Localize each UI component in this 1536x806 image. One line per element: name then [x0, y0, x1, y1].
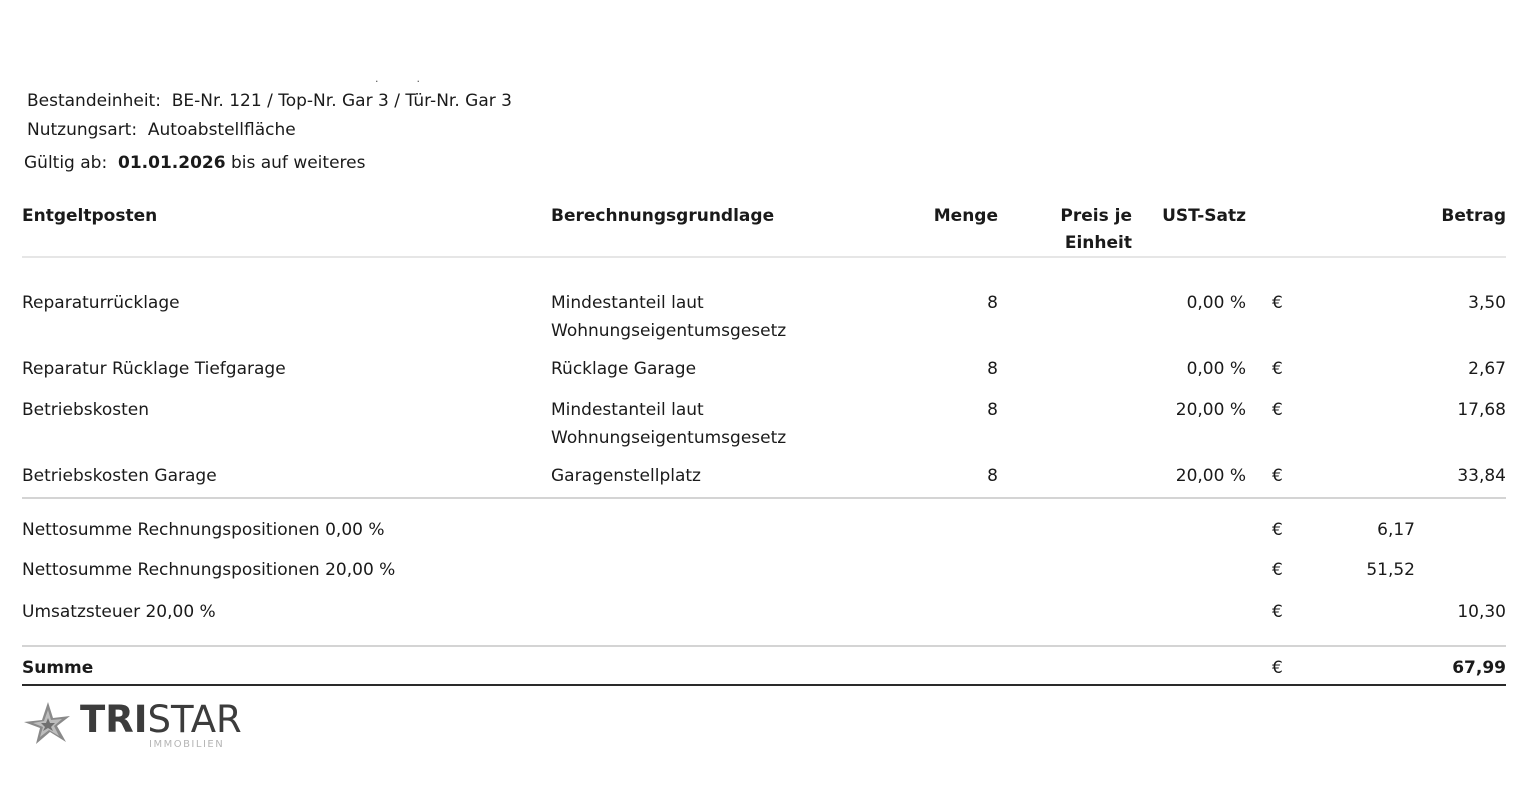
vat-20-label: Umsatzsteuer 20,00 % — [22, 602, 216, 622]
row-basis-line1: Rücklage Garage — [551, 359, 697, 379]
vat-20-value: 10,30 — [1457, 602, 1506, 622]
logo-brand-bold: TRI — [80, 698, 148, 741]
net-20-currency: € — [1272, 560, 1283, 580]
tristar-logo — [22, 698, 252, 758]
row-item: Reparatur Rücklage Tiefgarage — [22, 359, 286, 379]
net-0-currency: € — [1272, 520, 1283, 540]
header-divider — [22, 256, 1506, 258]
row-qty: 8 — [987, 293, 998, 313]
header-vat: UST-Satz — [1162, 206, 1246, 226]
row-currency: € — [1272, 466, 1283, 486]
row-vat: 20,00 % — [1175, 400, 1246, 420]
row-item: Betriebskosten — [22, 400, 150, 420]
total-divider — [22, 684, 1506, 686]
usage-label: Nutzungsart: — [27, 120, 138, 140]
row-currency: € — [1272, 293, 1283, 313]
row-qty: 8 — [987, 359, 998, 379]
row-qty: 8 — [987, 466, 998, 486]
row-currency: € — [1272, 359, 1283, 379]
header-unit-price — [1022, 203, 1132, 257]
row-qty: 8 — [987, 400, 998, 420]
net-0-value: 6,17 — [1377, 520, 1415, 540]
header-qty: Menge — [933, 206, 998, 226]
row-basis-line1: Mindestanteil laut — [551, 400, 704, 420]
net-0-label: Nettosumme Rechnungspositionen 0,00 % — [22, 520, 385, 540]
valid-label: Gültig ab: — [24, 153, 108, 173]
row-amount: 33,84 — [1457, 466, 1506, 486]
row-amount: 2,67 — [1468, 359, 1506, 379]
logo-subtitle: IMMOBILIEN — [149, 739, 225, 750]
header-basis: Berechnungsgrundlage — [551, 206, 775, 226]
truncated-text-remnant: .. — [375, 72, 458, 85]
row-basis — [551, 396, 786, 452]
unit-info — [27, 91, 512, 111]
usage-info — [27, 120, 296, 140]
logo-brand-regular: STAR — [147, 698, 242, 741]
row-basis-line1: Garagenstellplatz — [551, 466, 701, 486]
row-item: Betriebskosten Garage — [22, 466, 217, 486]
header-unit-price-line2: Einheit — [1064, 233, 1132, 253]
rows-divider — [22, 497, 1506, 499]
row-amount: 17,68 — [1457, 400, 1506, 420]
net-20-value: 51,52 — [1366, 560, 1415, 580]
row-vat: 0,00 % — [1186, 293, 1246, 313]
net-20-label: Nettosumme Rechnungspositionen 20,00 % — [22, 560, 396, 580]
valid-suffix: bis auf weiteres — [230, 153, 366, 173]
unit-label: Bestandeinheit: — [27, 91, 161, 111]
row-basis-line1: Mindestanteil laut — [551, 293, 704, 313]
unit-value: BE-Nr. 121 / Top-Nr. Gar 3 / Tür-Nr. Gar 3 — [171, 91, 512, 111]
total-label: Summe — [22, 658, 94, 678]
logo-wordmark — [80, 698, 242, 742]
header-unit-price-line1: Preis je — [1060, 206, 1132, 226]
valid-info — [24, 153, 365, 173]
row-item: Reparaturrücklage — [22, 293, 180, 313]
row-amount: 3,50 — [1468, 293, 1506, 313]
header-amount: Betrag — [1441, 206, 1506, 226]
row-basis — [551, 289, 786, 345]
row-basis — [551, 355, 696, 383]
header-item: Entgeltposten — [22, 206, 158, 226]
total-currency: € — [1272, 658, 1283, 678]
total-value: 67,99 — [1452, 658, 1506, 678]
star-mark-icon — [22, 700, 74, 748]
row-vat: 0,00 % — [1186, 359, 1246, 379]
summary-divider — [22, 645, 1506, 647]
row-vat: 20,00 % — [1175, 466, 1246, 486]
valid-date: 01.01.2026 — [118, 153, 226, 173]
row-basis-line2: Wohnungseigentumsgesetz — [551, 428, 787, 448]
usage-value: Autoabstellfläche — [147, 120, 296, 140]
row-basis-line2: Wohnungseigentumsgesetz — [551, 321, 787, 341]
row-currency: € — [1272, 400, 1283, 420]
row-basis — [551, 462, 701, 490]
vat-20-currency: € — [1272, 602, 1283, 622]
